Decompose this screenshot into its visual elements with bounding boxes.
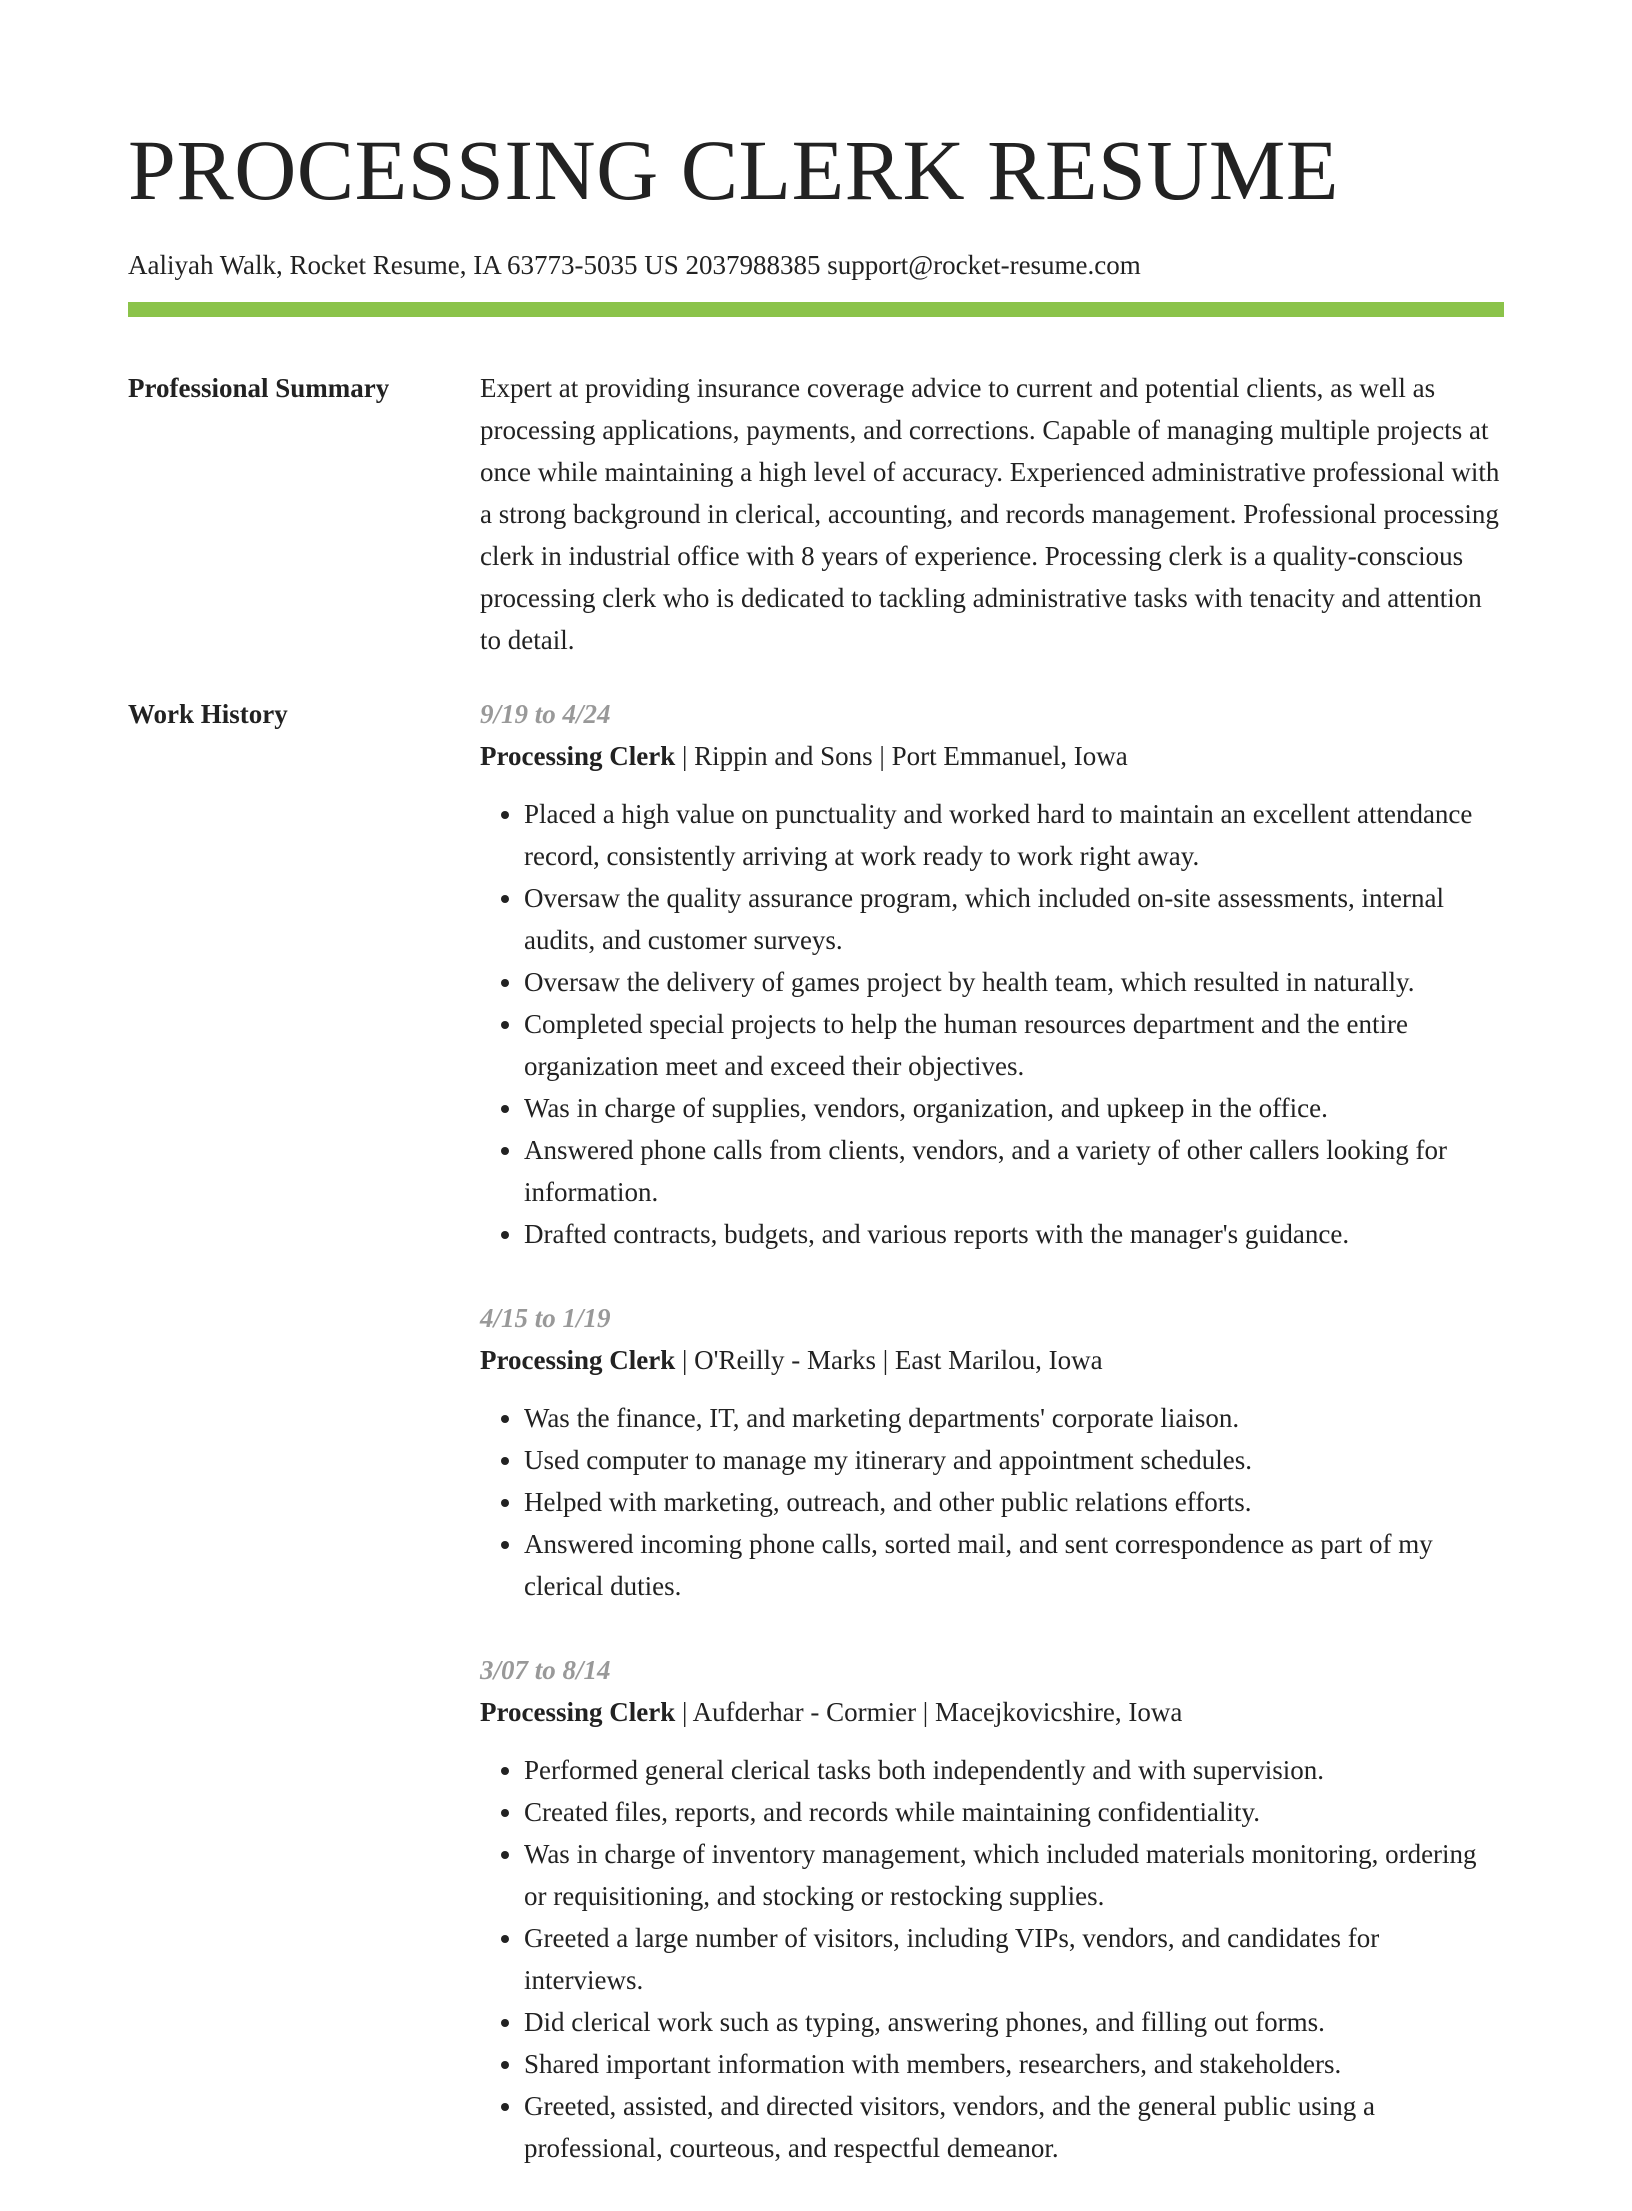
job-title: Processing Clerk — [480, 1345, 676, 1375]
job-bullets — [480, 793, 1504, 1255]
bullet-item: • Was the finance, IT, and marketing departments' corporate liaison. — [524, 1397, 1504, 1439]
work-history-section — [128, 693, 1504, 2211]
resume-title: PROCESSING CLERK RESUME — [128, 122, 1339, 218]
bullet-item: • Placed a high value on punctuality and worked hard to maintain an excellent attendance record, consistently arriving at work ready to work right away. — [524, 793, 1504, 877]
job-title-line — [480, 1691, 1504, 1733]
job-title: Processing Clerk — [480, 741, 676, 771]
summary-text: Expert at providing insurance coverage advice to current and potential clients, as well as processing applications, payments, and corrections. Capable of managing multiple projects at once while maintaining a high level of accuracy. Experienced administrative professional with a strong background in clerical, accounting, and records management. Professional processing clerk in industrial office with 8 years of experience. Processing clerk is a quality-conscious processing clerk who is dedicated to tackling administrative tasks with tenacity and attention to detail. — [480, 373, 1500, 655]
bullet-item: • Drafted contracts, budgets, and various reports with the manager's guidance. — [524, 1213, 1504, 1255]
bullet-item: • Oversaw the delivery of games project by health team, which resulted in naturally. — [524, 961, 1504, 1003]
bullet-item: • Did clerical work such as typing, answering phones, and filling out forms. — [524, 2001, 1504, 2043]
job-details: | Aufderhar - Cormier | Macejkovicshire, Iowa — [675, 1697, 1183, 1727]
bullet-item: • Helped with marketing, outreach, and other public relations efforts. — [524, 1481, 1504, 1523]
bullet-item: • Oversaw the quality assurance program, which included on-site assessments, internal audits, and customer surveys. — [524, 877, 1504, 961]
summary-body — [480, 367, 1504, 661]
professional-summary-section — [128, 367, 1504, 661]
section-label-summary: Professional Summary — [128, 373, 390, 403]
bullet-item: • Performed general clerical tasks both independently and with supervision. — [524, 1749, 1504, 1791]
job-details: | Rippin and Sons | Port Emmanuel, Iowa — [675, 741, 1128, 771]
section-label-work-history: Work History — [128, 699, 288, 729]
bullet-item: • Shared important information with members, researchers, and stakeholders. — [524, 2043, 1504, 2085]
bullet-item: • Answered incoming phone calls, sorted mail, and sent correspondence as part of my clerical duties. — [524, 1523, 1504, 1607]
bullet-item: • Was in charge of inventory management, which included materials monitoring, ordering or requisitioning, and stocking or restocking supplies. — [524, 1833, 1504, 1917]
accent-rule — [128, 302, 1504, 317]
job-entry — [480, 1297, 1504, 1607]
resume-page — [128, 0, 1504, 2211]
bullet-item: • Greeted a large number of visitors, including VIPs, vendors, and candidates for interviews. — [524, 1917, 1504, 2001]
job-bullets — [480, 1749, 1504, 2169]
job-entry — [480, 1649, 1504, 2169]
job-dates: 3/07 to 8/14 — [480, 1655, 611, 1685]
job-title-line — [480, 1339, 1504, 1381]
job-title-line — [480, 735, 1504, 777]
job-title: Processing Clerk — [480, 1697, 676, 1727]
bullet-item: • Created files, reports, and records while maintaining confidentiality. — [524, 1791, 1504, 1833]
job-bullets — [480, 1397, 1504, 1607]
bullet-item: • Answered phone calls from clients, vendors, and a variety of other callers looking for information. — [524, 1129, 1504, 1213]
job-details: | O'Reilly - Marks | East Marilou, Iowa — [675, 1345, 1103, 1375]
job-dates: 4/15 to 1/19 — [480, 1303, 611, 1333]
job-dates: 9/19 to 4/24 — [480, 699, 611, 729]
bullet-item: • Used computer to manage my itinerary and appointment schedules. — [524, 1439, 1504, 1481]
contact-line: Aaliyah Walk, Rocket Resume, IA 63773-5035 US 2037988385 support@rocket-resume.com — [128, 250, 1141, 280]
bullet-item: • Was in charge of supplies, vendors, organization, and upkeep in the office. — [524, 1087, 1504, 1129]
job-entry — [480, 693, 1504, 1255]
bullet-item: • Completed special projects to help the human resources department and the entire organization meet and exceed their objectives. — [524, 1003, 1504, 1087]
work-history-body — [480, 693, 1504, 2211]
bullet-item: • Greeted, assisted, and directed visitors, vendors, and the general public using a professional, courteous, and respectful demeanor. — [524, 2085, 1504, 2169]
